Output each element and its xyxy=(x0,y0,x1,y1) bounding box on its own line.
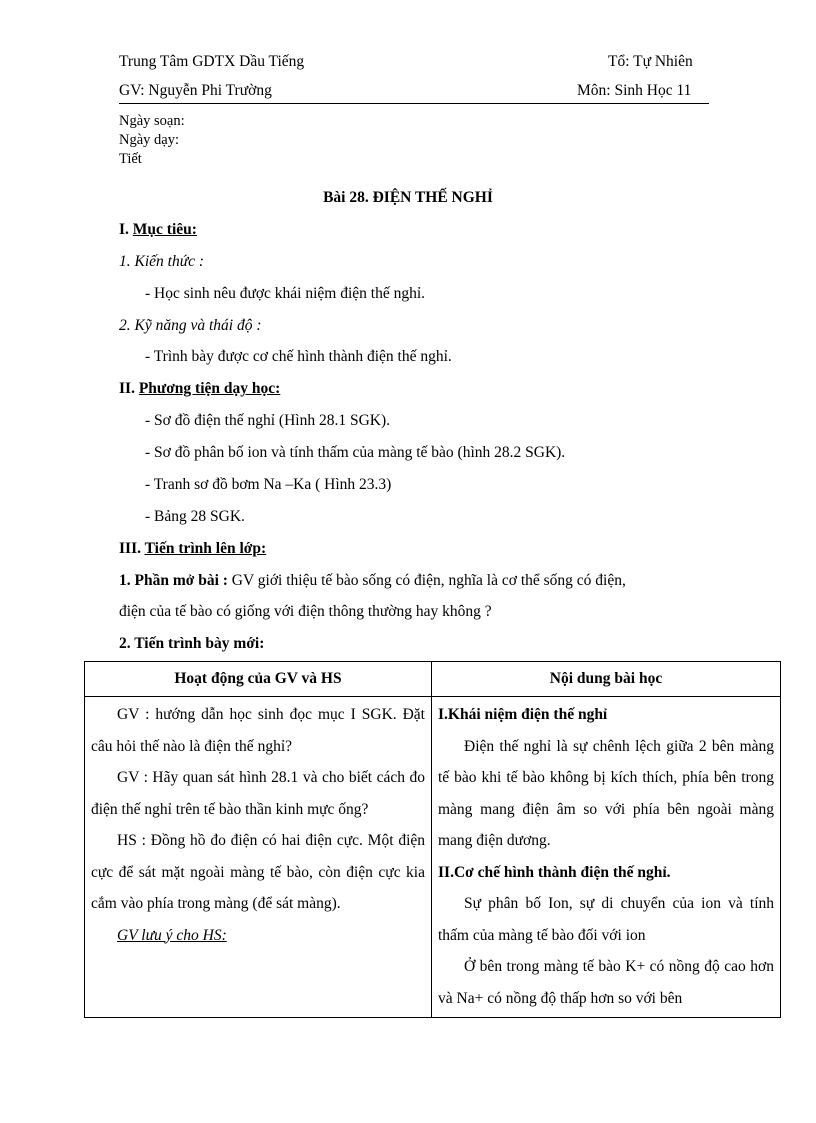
header-divider xyxy=(119,103,709,104)
opening-text-1: GV giới thiệu tế bào sống có điện, nghĩa là cơ thể sống có điện, xyxy=(227,572,626,589)
material-item: - Bảng 28 SGK. xyxy=(145,508,245,525)
materials-heading-text: Phương tiện dạy học: xyxy=(138,380,281,397)
prep-date: Ngày soạn: xyxy=(119,113,185,129)
period-label: Tiết xyxy=(119,151,142,167)
col-header-content: Nội dung bài học xyxy=(432,662,781,697)
objectives-heading-text: Mục tiêu: xyxy=(132,221,197,238)
department-label: Tổ: Tự Nhiên xyxy=(608,53,693,70)
material-item: - Tranh sơ đồ bơm Na –Ka ( Hình 23.3) xyxy=(145,476,392,493)
center-name: Trung Tâm GDTX Dầu Tiếng xyxy=(119,53,305,70)
content-paragraph: Ở bên trong màng tế bào K+ có nồng độ cao hơn và Na+ có nồng độ thấp hơn so với bên xyxy=(438,958,774,1007)
lesson-title: Bài 28. ĐIỆN THẾ NGHỈ xyxy=(323,189,493,206)
new-lesson-label: 2. Tiến trình bày mới: xyxy=(119,635,265,652)
activity-paragraph: GV : hướng dẫn học sinh đọc mục I SGK. Đặt câu hỏi thế nào là điện thế nghỉ? xyxy=(91,706,425,755)
opening-line xyxy=(119,572,626,590)
knowledge-heading: 1. Kiến thức : xyxy=(119,253,205,270)
opening-label-text: 1. Phần mở bài : xyxy=(119,572,228,589)
content-paragraph: Sự phân bố Ion, sự di chuyển của ion và tính thấm của màng tế bào đối với ion xyxy=(438,895,774,944)
lesson-table xyxy=(84,661,781,1018)
teach-date: Ngày dạy: xyxy=(119,132,179,148)
activity-paragraph: GV : Hãy quan sát hình 28.1 và cho biết cách đo điện thế nghỉ trên tế bào thần kinh mực ống? xyxy=(91,769,425,818)
content-paragraph: Điện thế nghỉ là sự chênh lệch giữa 2 bên màng tế bào khi tế bào không bị kích thích, phía bên trong màng mang điện âm so với phía bên ngoài màng mang điện dương. xyxy=(438,737,774,849)
table-header-row xyxy=(85,662,781,697)
teacher-name: GV: Nguyễn Phi Trường xyxy=(119,82,272,99)
col-header-activities: Hoạt động của GV và HS xyxy=(85,662,432,697)
skills-item: - Trình bày được cơ chế hình thành điện thế nghỉ. xyxy=(145,348,452,365)
procedure-heading-num: III. xyxy=(119,540,141,557)
activity-note xyxy=(91,920,425,952)
activities-cell xyxy=(85,697,432,1018)
content-cell xyxy=(432,697,781,1018)
procedure-heading xyxy=(119,540,266,558)
table-row xyxy=(85,697,781,1018)
opening-label xyxy=(119,572,228,589)
skills-heading: 2. Kỹ năng và thái độ : xyxy=(119,317,262,334)
material-item: - Sơ đồ phân bố ion và tính thấm của màng tế bào (hình 28.2 SGK). xyxy=(145,444,566,461)
activity-paragraph: HS : Đồng hồ đo điện có hai điện cực. Một điện cực để sát mặt ngoài màng tế bào, còn điện cực kia cắm vào phía trong màng (để sát màng). xyxy=(91,832,425,912)
content-heading: I.Khái niệm điện thế nghỉ xyxy=(438,706,608,723)
materials-heading-num: II. xyxy=(119,380,135,397)
knowledge-item: - Học sinh nêu được khái niệm điện thế nghỉ. xyxy=(145,285,426,302)
content-heading: II.Cơ chế hình thành điện thế nghỉ. xyxy=(438,863,671,881)
subject-label: Môn: Sinh Học 11 xyxy=(577,82,692,99)
material-item: - Sơ đồ điện thế nghỉ (Hình 28.1 SGK). xyxy=(145,412,390,429)
procedure-heading-text: Tiến trình lên lớp: xyxy=(144,540,267,557)
materials-heading xyxy=(119,380,280,398)
opening-text-2: điện của tế bào có giống với điện thông thường hay không ? xyxy=(119,603,492,620)
activity-note-text: GV lưu ý cho HS: xyxy=(117,926,227,944)
objectives-heading-num: I. xyxy=(119,221,129,238)
objectives-heading xyxy=(119,221,197,239)
